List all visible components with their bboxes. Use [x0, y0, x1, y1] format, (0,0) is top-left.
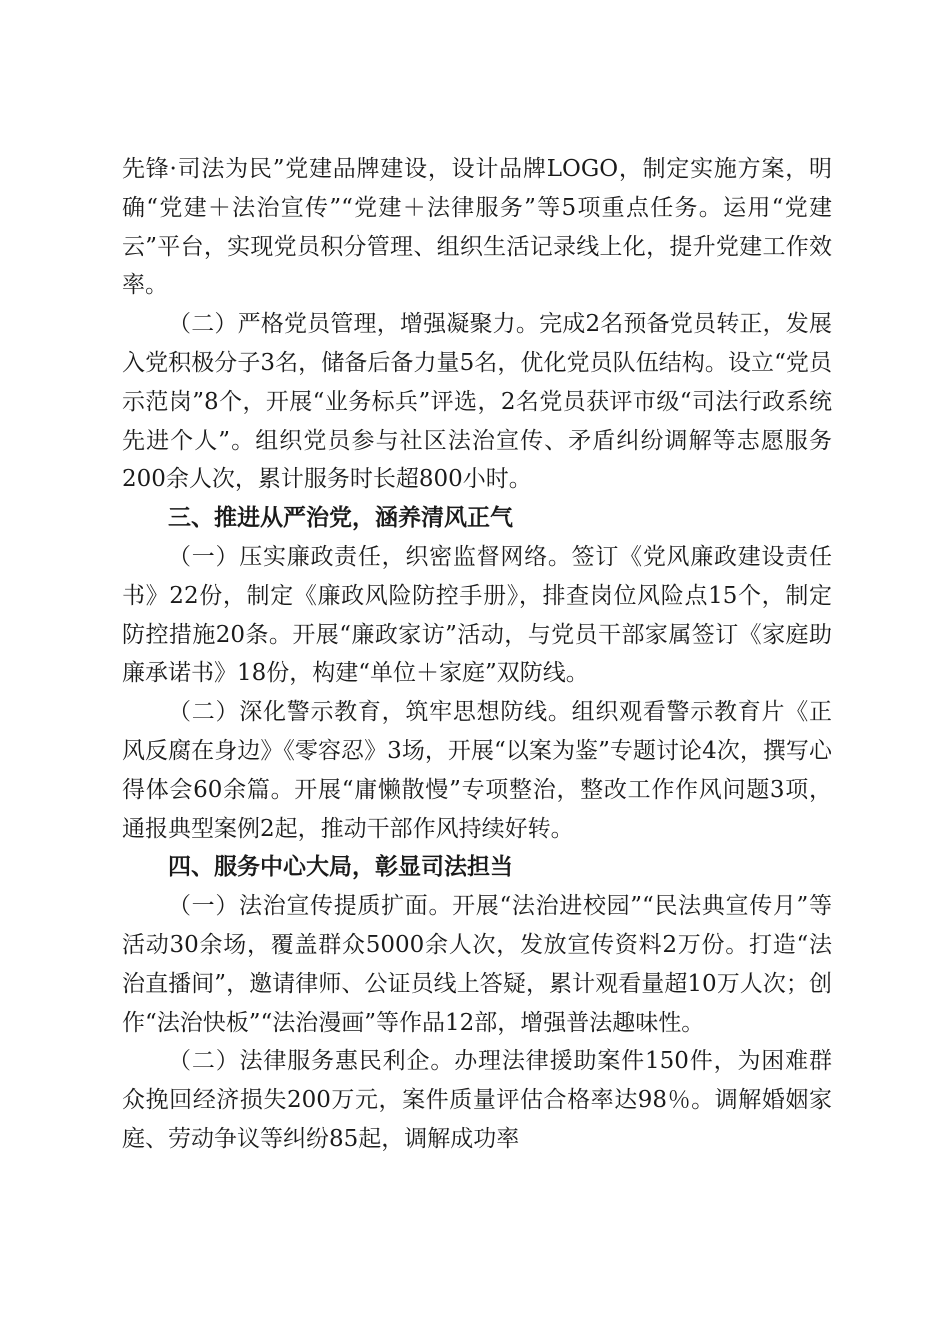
section-heading-3: 三、推进从严治党，涵养清风正气: [168, 505, 513, 532]
paragraph-text: 完成2名预备党员转正，发展入党积极分子3名，储备后备力量5名，优化党员队伍结构。设立“党员示范岗”8个，开展“业务标兵”评选，2名党员获评市级“司法行政系统先进个人”。组织党员参与社区法治宣传、矛盾纠纷调解等志愿服务200余人次，累计服务时长超800小时。: [122, 311, 832, 493]
paragraph-lead: （二）严格党员管理，增强凝聚力。: [168, 311, 540, 338]
paragraph-party-brand: [122, 150, 832, 305]
paragraph-warning-education: [122, 693, 832, 848]
paragraph-text: 开展“法治进校园”“民法典宣传月”等活动30余场，覆盖群众5000余人次，发放宣传资料2万份。打造“法治直播间”，邀请律师、公证员线上答疑，累计观看量超10万人次；创作“法治快板”“法治漫画”等作品12部，增强普法趣味性。: [122, 893, 832, 1036]
paragraph-text: 签订《党风廉政建设责任书》22份，制定《廉政风险防控手册》，排查岗位风险点15个，制定防控措施20条。开展“廉政家访”活动，与党员干部家属签订《家庭助廉承诺书》18份，构建“单位＋家庭”双防线。: [122, 543, 833, 687]
document-body: [122, 150, 832, 1159]
paragraph-lead: （一）压实廉政责任，织密监督网络。: [168, 543, 572, 570]
paragraph-text: 先锋·司法为民”党建品牌建设，设计品牌LOGO，制定实施方案，明确“党建＋法治宣传”“党建＋法律服务”等5项重点任务。运用“党建云”平台，实现党员积分管理、组织生活记录线上化，提升党建工作效率。: [122, 156, 832, 299]
paragraph-lead: （二）深化警示教育，筑牢思想防线。: [168, 699, 572, 726]
paragraph-lead: （一）法治宣传提质扩面。: [168, 893, 453, 920]
paragraph-legal-publicity: [122, 887, 832, 1042]
paragraph-integrity-responsibility: [122, 538, 832, 693]
paragraph-lead: （二）法律服务惠民利企。: [168, 1048, 455, 1075]
paragraph-text: 组织观看警示教育片《正风反腐在身边》《零容忍》3场，开展“以案为鉴”专题讨论4次，撰写心得体会60余篇。开展“庸懒散慢”专项整治，整改工作作风问题3项，通报典型案例2起，推动干部作风持续好转。: [122, 699, 833, 842]
paragraph-text: 办理法律援助案件150件，为困难群众挽回经济损失200万元，案件质量评估合格率达98％。调解婚姻家庭、劳动争议等纠纷85起，调解成功率: [122, 1048, 832, 1152]
paragraph-member-management: [122, 305, 832, 499]
paragraph-legal-services: [122, 1042, 832, 1158]
section-heading-4: 四、服务中心大局，彰显司法担当: [168, 854, 513, 881]
